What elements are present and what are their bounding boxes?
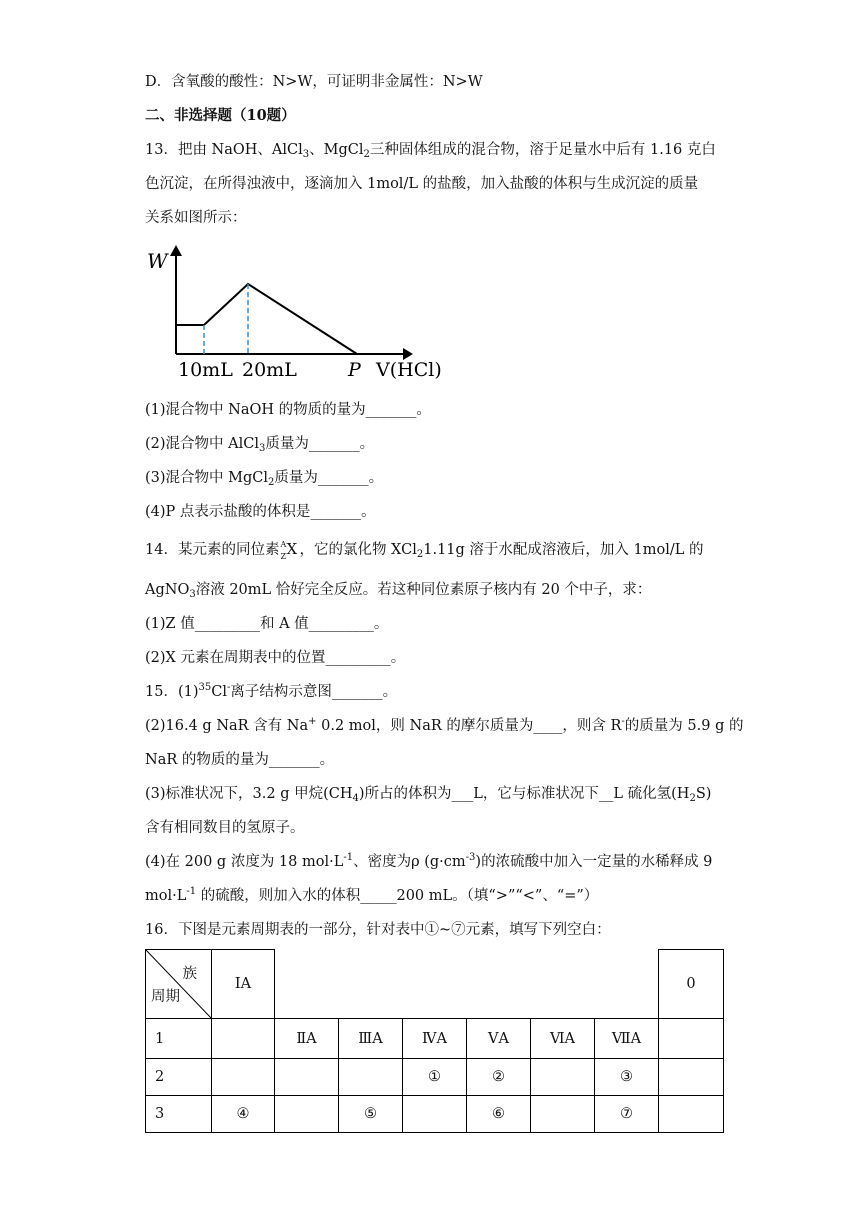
table-row-3 xyxy=(146,1096,724,1133)
corner-period-label: 周期 xyxy=(151,989,180,1005)
period-cell: 2 xyxy=(146,1059,212,1096)
q13-part3: (3)混合物中 MgCl$_2$质量为_______。 xyxy=(145,470,384,488)
point-p-label: P xyxy=(348,359,361,381)
q15-part2-line2: NaR 的物质的量为_______。 xyxy=(145,752,335,768)
table-cell xyxy=(659,1019,724,1059)
table-cell xyxy=(275,1059,339,1096)
table-cell xyxy=(659,1059,724,1096)
q15-part4-line2: $mol\cdot L^{-1}$ 的硫酸，则加入水的体积_____200 mL。（填“>”“<”、“=”） xyxy=(145,886,599,904)
table-cell xyxy=(403,1096,467,1133)
section-title: 二、非选择题（10题） xyxy=(145,107,296,124)
tick-20ml: 20mL xyxy=(242,359,297,381)
corner-group-label: 族 xyxy=(182,966,197,982)
q13-part1: (1)混合物中 NaOH 的物质的量为_______。 xyxy=(145,402,431,418)
table-cell xyxy=(659,1096,724,1133)
q13-part2: (2)混合物中 AlCl$_3$质量为_______。 xyxy=(145,436,375,454)
q13-line1: 13．把由 NaOH、AlCl$_3$、MgCl$_2$三种固体组成的混合物，溶于足量水中后有 1.16 克白 xyxy=(145,142,716,160)
table-row-2 xyxy=(146,1059,724,1096)
table-cell: ⅤA xyxy=(467,1019,531,1059)
period-cell: 1 xyxy=(146,1019,212,1059)
q15-part4-line1: (4)在 200 g 浓度为 18 $mol\cdot L^{-1}$、密度为ρ $(g\cdot cm^{-3})$的浓硫酸中加入一定量的水稀释成 9 xyxy=(145,852,713,870)
table-cell: ② xyxy=(467,1059,531,1096)
q14-part2: (2)X 元素在周期表中的位置_________。 xyxy=(145,650,406,666)
q15-part3-line1: (3)标准状况下，3.2 g 甲烷$(CH_4)$所占的体积为___L，它与标准状况下__L 硫化氢$(H_2S)$ xyxy=(145,786,712,804)
table-header-row xyxy=(146,950,724,1019)
q15-part3-line2: 含有相同数目的氢原子。 xyxy=(145,820,305,836)
period-cell: 3 xyxy=(146,1096,212,1133)
header-0: 0 xyxy=(659,950,724,1019)
q13-line2: 色沉淀，在所得浊液中，逐滴加入 1mol/L 的盐酸，加入盐酸的体积与生成沉淀的质量 xyxy=(145,176,699,192)
table-cell: ⑤ xyxy=(339,1096,403,1133)
table-cell xyxy=(339,1059,403,1096)
table-cell: ⅡA xyxy=(275,1019,339,1059)
table-row-1 xyxy=(146,1019,724,1059)
table-cell xyxy=(212,1059,275,1096)
table-cell xyxy=(212,1019,275,1059)
option-d: D．含氧酸的酸性：N>W，可证明非金属性：N>W xyxy=(145,74,483,90)
precipitate-graph xyxy=(145,244,455,384)
q15-part2-line1: (2)16.4 g NaR 含有 Na+ 0.2 mol，则 NaR 的摩尔质量为____，则含 R-的质量为 5.9 g 的 xyxy=(145,716,744,734)
x-axis-label: V(HCl) xyxy=(376,359,442,381)
table-cell: ⑦ xyxy=(595,1096,659,1133)
header-IA: ⅠA xyxy=(212,950,275,1019)
y-axis-arrow xyxy=(170,245,182,256)
table-cell xyxy=(275,1096,339,1133)
isotope-symbol: A Z X xyxy=(280,540,298,561)
curve xyxy=(176,284,357,354)
corner-cell xyxy=(146,950,212,1019)
table-cell xyxy=(531,1096,595,1133)
table-cell: ① xyxy=(403,1059,467,1096)
header-gap xyxy=(275,950,659,1019)
y-axis-label: W xyxy=(147,249,168,273)
q14-part1: (1)Z 值_________和 A 值_________。 xyxy=(145,616,389,632)
table-cell xyxy=(531,1059,595,1096)
table-cell: ⅢA xyxy=(339,1019,403,1059)
tick-10ml: 10mL xyxy=(178,359,233,381)
q13-part4: (4)P 点表示盐酸的体积是_______。 xyxy=(145,504,376,520)
q16-line1: 16．下图是元素周期表的一部分，针对表中①~⑦元素，填写下列空白： xyxy=(145,922,611,938)
table-cell: ⑥ xyxy=(467,1096,531,1133)
q15-line1: 15．$(1)^{35}Cl^-$离子结构示意图_______。 xyxy=(145,682,398,700)
table-cell: ⅦA xyxy=(595,1019,659,1059)
periodic-table xyxy=(145,949,724,1133)
q13-line3: 关系如图所示： xyxy=(145,210,247,226)
q14-line2: AgNO$_3$溶液 20mL 恰好完全反应。若这种同位素原子核内有 20 个中子，求： xyxy=(145,582,652,600)
table-cell: ⅣA xyxy=(403,1019,467,1059)
table-cell: ④ xyxy=(212,1096,275,1133)
table-cell: ⅥA xyxy=(531,1019,595,1059)
q14-line1: 14．某元素的同位素 A Z X ，它的氯化物 XCl$_2$1.11g 溶于水配成溶液后，加入 1mol/L 的 xyxy=(145,540,704,561)
table-cell: ③ xyxy=(595,1059,659,1096)
